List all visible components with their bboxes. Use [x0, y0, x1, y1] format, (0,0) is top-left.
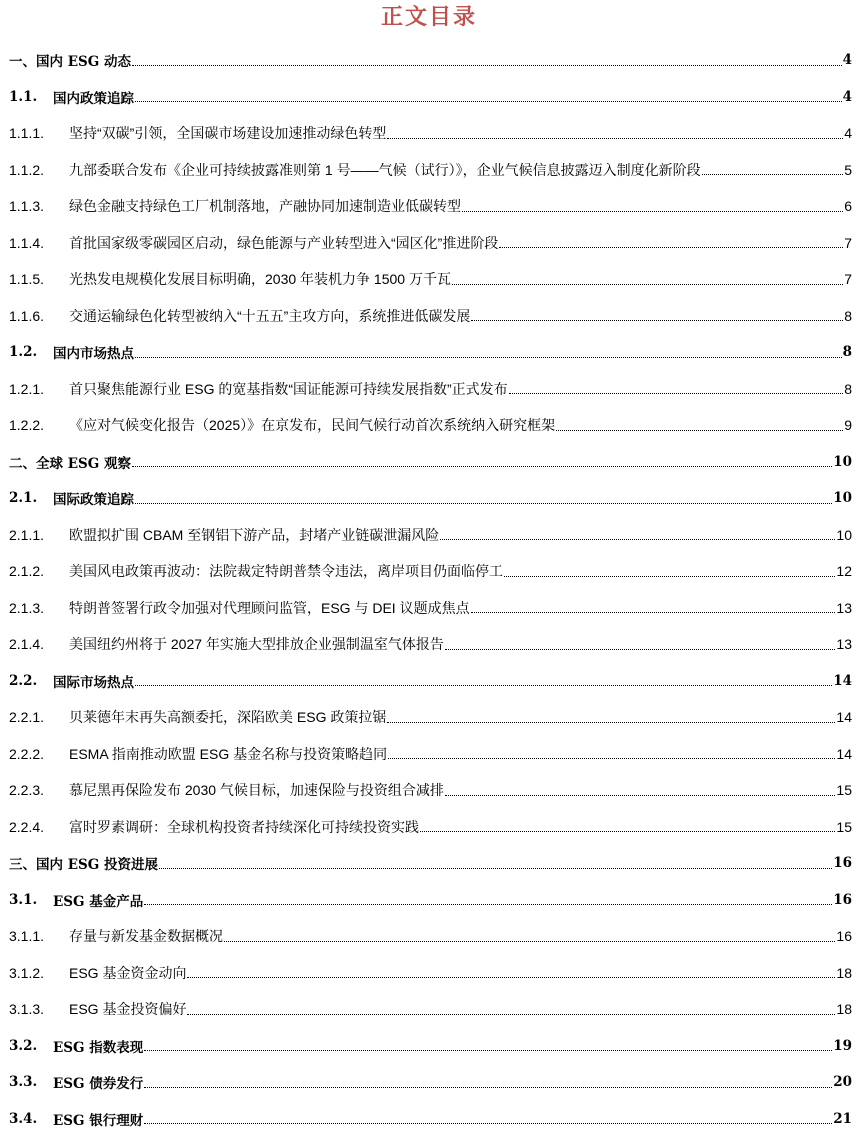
toc-entry[interactable]: [9, 334, 852, 371]
toc-page-number: 14: [836, 746, 852, 762]
toc-entry[interactable]: [9, 480, 852, 517]
toc-entry-title: ESG 基金资金动向: [69, 963, 186, 983]
toc-dot-leader: [135, 357, 842, 358]
toc-entry-number: 2.1.2.: [9, 563, 69, 579]
toc-page-number: 18: [836, 1001, 852, 1017]
toc-page-number: 10: [833, 454, 852, 470]
toc-dot-leader: [187, 977, 835, 978]
toc-entry[interactable]: [9, 991, 852, 1028]
toc-entry[interactable]: [9, 736, 852, 773]
toc-page-number: 13: [836, 636, 852, 652]
toc-entry-number: 2.2.1.: [9, 709, 69, 725]
toc-dot-leader: [420, 831, 835, 832]
toc-entry-number: 2.1.: [9, 490, 53, 506]
toc-entry[interactable]: [9, 918, 852, 955]
toc-entry-number: 3.1.1.: [9, 928, 69, 944]
toc-entry[interactable]: [9, 626, 852, 663]
toc-entry-number: 3.4.: [9, 1111, 53, 1127]
toc-entry[interactable]: [9, 882, 852, 919]
toc-dot-leader: [144, 904, 832, 905]
toc-entry-title: 特朗普签署行政令加强对代理顾问监管，ESG 与 DEI 议题成焦点: [69, 598, 470, 618]
toc-dot-leader: [187, 1014, 835, 1015]
toc-entry-title: 慕尼黑再保险发布 2030 气候目标，加速保险与投资组合减排: [69, 780, 444, 800]
toc-entry[interactable]: [9, 79, 852, 116]
toc-page-number: 14: [836, 709, 852, 725]
toc-page-number: 12: [836, 563, 852, 579]
toc-entry-number: 1.1.1.: [9, 125, 69, 141]
toc-entry[interactable]: [9, 1028, 852, 1065]
toc-entry-title: 国内市场热点: [53, 342, 134, 362]
toc-entry[interactable]: [9, 517, 852, 554]
toc-page-number: 8: [843, 344, 852, 360]
toc-entry-number: 1.1.4.: [9, 235, 69, 251]
toc-entry-number: 1.2.1.: [9, 381, 69, 397]
toc-entry-title: 美国风电政策再波动：法院裁定特朗普禁令违法，离岸项目仍面临停工: [69, 561, 503, 581]
toc-entry-number: 2.1.3.: [9, 600, 69, 616]
toc-entry[interactable]: [9, 1064, 852, 1101]
toc-page-number: 16: [833, 855, 852, 871]
toc-dot-leader: [452, 284, 843, 285]
toc-dot-leader: [144, 1123, 832, 1124]
toc-entry-title: ESG 基金投资偏好: [69, 999, 186, 1019]
toc-entry-number: 2.2.4.: [9, 819, 69, 835]
toc-dot-leader: [471, 612, 836, 613]
toc-page-number: 4: [843, 52, 852, 68]
toc-entry[interactable]: [9, 298, 852, 335]
toc-page-number: 4: [844, 125, 852, 141]
toc-entry-title: 国际市场热点: [53, 671, 134, 691]
toc-dot-leader: [556, 430, 843, 431]
toc-page-number: 4: [843, 89, 852, 105]
toc-page-number: 14: [833, 673, 852, 689]
toc-entry-number: 2.2.3.: [9, 782, 69, 798]
toc-dot-leader: [504, 576, 835, 577]
toc-entry-number: 1.1.6.: [9, 308, 69, 324]
toc-page-number: 10: [833, 490, 852, 506]
toc-entry[interactable]: [9, 590, 852, 627]
toc-page-number: 20: [833, 1074, 852, 1090]
toc-page-number: 7: [844, 271, 852, 287]
toc-entry-number: 2.1.4.: [9, 636, 69, 652]
toc-page-number: 21: [833, 1111, 852, 1127]
toc-entry[interactable]: [9, 809, 852, 846]
toc-page-number: 9: [844, 417, 852, 433]
page-title: 正文目录: [0, 2, 858, 32]
toc-entry[interactable]: [9, 663, 852, 700]
toc-dot-leader: [462, 211, 843, 212]
toc-dot-leader: [144, 1050, 832, 1051]
toc-page-number: 15: [836, 782, 852, 798]
toc-entry-title: 欧盟拟扩围 CBAM 至钢铝下游产品，封堵产业链碳泄漏风险: [69, 525, 439, 545]
toc-entry-title: ESG 基金产品: [53, 890, 143, 910]
toc-dot-leader: [388, 758, 835, 759]
toc-entry-title: ESMA 指南推动欧盟 ESG 基金名称与投资策略趋同: [69, 744, 387, 764]
toc-entry-title: 美国纽约州将于 2027 年实施大型排放企业强制温室气体报告: [69, 634, 444, 654]
toc-page-number: 16: [836, 928, 852, 944]
toc-entry-number: 2.2.2.: [9, 746, 69, 762]
toc-entry[interactable]: [9, 188, 852, 225]
toc-entry-title: 存量与新发基金数据概况: [69, 926, 223, 946]
toc-page-number: 6: [844, 198, 852, 214]
toc-entry[interactable]: [9, 42, 852, 79]
toc-dot-leader: [132, 65, 842, 66]
toc-dot-leader: [509, 393, 844, 394]
toc-entry[interactable]: [9, 845, 852, 882]
toc-entry-title: 贝莱德年末再失高额委托，深陷欧美 ESG 政策拉锯: [69, 707, 386, 727]
toc-entry[interactable]: [9, 225, 852, 262]
toc-dot-leader: [159, 868, 832, 869]
toc-entry[interactable]: [9, 407, 852, 444]
toc-dot-leader: [499, 247, 843, 248]
toc-dot-leader: [445, 649, 835, 650]
toc-page-number: 7: [844, 235, 852, 251]
toc-dot-leader: [471, 320, 843, 321]
toc-page-number: 19: [833, 1038, 852, 1054]
toc-entry-number: 1.1.3.: [9, 198, 69, 214]
toc-page-number: 8: [844, 308, 852, 324]
toc-entry-number: 1.2.2.: [9, 417, 69, 433]
toc-entry-title: ESG 银行理财: [53, 1109, 143, 1129]
toc-entry[interactable]: [9, 553, 852, 590]
toc-entry-number: 3.2.: [9, 1038, 53, 1054]
toc-entry-number: 1.1.2.: [9, 162, 69, 178]
toc-entry[interactable]: [9, 699, 852, 736]
toc-entry-title: 首批国家级零碳园区启动，绿色能源与产业转型进入“园区化”推进阶段: [69, 233, 498, 253]
toc-dot-leader: [440, 539, 835, 540]
toc-entry[interactable]: [9, 261, 852, 298]
toc-dot-leader: [135, 685, 832, 686]
toc-entry-number: 1.1.: [9, 89, 53, 105]
toc-entry[interactable]: [9, 444, 852, 481]
toc-entry[interactable]: [9, 1101, 852, 1137]
toc-entry-number: 2.1.1.: [9, 527, 69, 543]
toc-page-number: 18: [836, 965, 852, 981]
toc-page-number: 8: [844, 381, 852, 397]
toc-entry-title: 光热发电规模化发展目标明确，2030 年装机力争 1500 万千瓦: [69, 269, 451, 289]
toc-entry-title: 坚持“双碳”引领，全国碳市场建设加速推动绿色转型: [69, 123, 386, 143]
toc-entry-title: ESG 指数表现: [53, 1036, 143, 1056]
toc-page-number: 10: [836, 527, 852, 543]
toc-dot-leader: [702, 174, 844, 175]
toc-entry[interactable]: [9, 115, 852, 152]
toc-entry-title: ESG 债券发行: [53, 1072, 143, 1092]
toc-entry-title: 国际政策追踪: [53, 488, 134, 508]
toc-entry-title: 一、国内 ESG 动态: [9, 50, 131, 70]
toc-entry-title: 首只聚焦能源行业 ESG 的宽基指数“国证能源可持续发展指数”正式发布: [69, 379, 508, 399]
toc-entry-number: 1.1.5.: [9, 271, 69, 287]
toc-entry[interactable]: [9, 371, 852, 408]
toc-dot-leader: [132, 466, 832, 467]
toc-dot-leader: [387, 722, 835, 723]
toc-entry[interactable]: [9, 152, 852, 189]
toc-entry-number: 3.1.: [9, 892, 53, 908]
toc-entry[interactable]: [9, 955, 852, 992]
toc-entry-title: 二、全球 ESG 观察: [9, 452, 131, 472]
table-of-contents: [9, 42, 852, 1137]
toc-dot-leader: [224, 941, 835, 942]
toc-entry-number: 2.2.: [9, 673, 53, 689]
toc-entry-title: 九部委联合发布《企业可持续披露准则第 1 号——气候（试行）》，企业气候信息披露迈入制度化新阶段: [69, 160, 701, 180]
toc-dot-leader: [144, 1087, 832, 1088]
toc-dot-leader: [387, 138, 843, 139]
toc-entry-number: 1.2.: [9, 344, 53, 360]
toc-entry-number: 3.3.: [9, 1074, 53, 1090]
toc-entry-title: 交通运输绿色化转型被纳入“十五五”主攻方向，系统推进低碳发展: [69, 306, 470, 326]
toc-page-number: 13: [836, 600, 852, 616]
toc-entry-number: 3.1.2.: [9, 965, 69, 981]
toc-entry-title: 富时罗素调研：全球机构投资者持续深化可持续投资实践: [69, 817, 419, 837]
toc-entry-title: 《应对气候变化报告（2025）》在京发布，民间气候行动首次系统纳入研究框架: [69, 415, 555, 435]
toc-dot-leader: [445, 795, 835, 796]
toc-entry-number: 3.1.3.: [9, 1001, 69, 1017]
toc-page-number: 15: [836, 819, 852, 835]
toc-entry-title: 三、国内 ESG 投资进展: [9, 853, 158, 873]
toc-dot-leader: [135, 101, 842, 102]
toc-entry[interactable]: [9, 772, 852, 809]
toc-entry-title: 绿色金融支持绿色工厂机制落地，产融协同加速制造业低碳转型: [69, 196, 461, 216]
toc-page-number: 5: [844, 162, 852, 178]
toc-entry-title: 国内政策追踪: [53, 87, 134, 107]
toc-dot-leader: [135, 503, 832, 504]
toc-page-number: 16: [833, 892, 852, 908]
